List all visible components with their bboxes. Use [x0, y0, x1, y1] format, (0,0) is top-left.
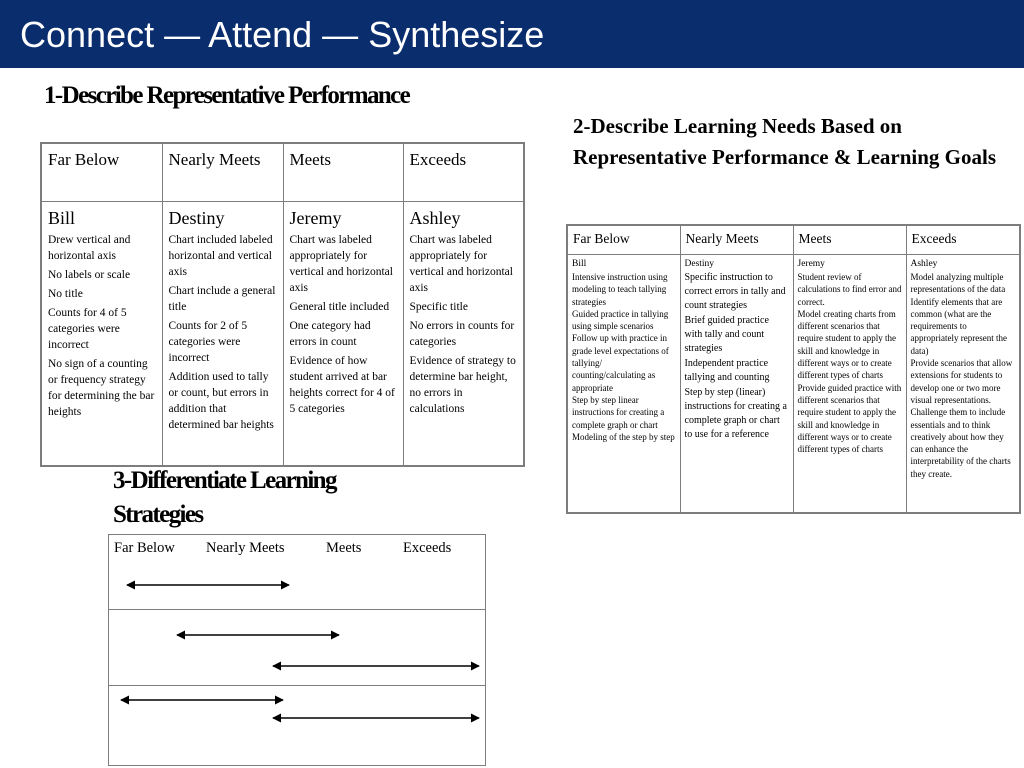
learning-need: Follow up with practice in grade level expectations of tallying/ counting/calculating as appropriate — [572, 333, 669, 393]
section1-heading: 1-Describe Representative Performance — [44, 82, 410, 109]
student-name: Jeremy — [797, 259, 825, 269]
observation: Addition used to tally or count, but errors in addition that determined bar heights — [168, 371, 274, 431]
student-name: Destiny — [168, 208, 225, 228]
cell-bill — [41, 202, 162, 467]
learning-need: Brief guided practice with tally and count strategies — [684, 315, 769, 354]
observation: Chart included labeled horizontal and vertical axis — [168, 234, 273, 278]
learning-need: Guided practice in tallying using simple scenarios — [572, 308, 669, 332]
learning-need: Intensive instruction using modeling to teach tallying strategies — [572, 272, 668, 307]
observation: One category had errors in count — [289, 320, 371, 348]
learning-need: Model creating charts from different scenarios that require student to apply the skill and knowledge in different ways or to create different types of charts — [797, 308, 896, 381]
learning-need: Model analyzing multiple representations of the data — [910, 272, 1006, 295]
title-bar — [0, 0, 1024, 68]
observation: No labels or scale — [48, 269, 131, 281]
section2-heading: 2-Describe Learning Needs Based on Representative Performance & Learning Goals — [573, 114, 997, 169]
learning-need: Step by step (linear) instructions for creating a complete graph or chart to use for a reference — [684, 387, 787, 440]
student-name: Ashley — [910, 259, 938, 269]
cell-bill — [567, 255, 680, 514]
slide-title: Connect — Attend — Synthesize — [20, 14, 545, 55]
student-name: Bill — [572, 259, 587, 269]
learning-need: Modeling of the step by step — [572, 431, 675, 442]
observation: Drew vertical and horizontal axis — [48, 234, 131, 262]
cell-destiny — [680, 255, 793, 514]
cell-jeremy — [793, 255, 906, 514]
observation: No errors in counts for categories — [409, 320, 515, 348]
student-name: Destiny — [684, 259, 715, 269]
observation: Specific title — [409, 301, 468, 313]
cell-destiny — [162, 202, 283, 467]
column-header-far-below: Far Below — [41, 143, 162, 202]
learning-need: Student review of calculations to find error and correct. — [797, 272, 902, 307]
observation: Evidence of strategy to determine bar height, no errors in calculations — [409, 355, 516, 415]
observation: No title — [48, 288, 83, 300]
learning-need: Step by step linear instructions for creating a complete graph or chart — [572, 394, 665, 430]
column-header-nearly-meets: Nearly Meets — [206, 540, 285, 556]
column-header-nearly-meets: Nearly Meets — [162, 143, 283, 202]
learning-need: Challenge them to include essentials and to think creatively about how they can enhance the interpretability of the charts they create. — [910, 407, 1011, 479]
learning-needs-table — [566, 224, 1021, 514]
observation: Chart include a general title — [168, 285, 276, 313]
observation: General title included — [289, 301, 390, 313]
cell-ashley — [906, 255, 1020, 514]
student-name: Bill — [48, 208, 76, 228]
column-header-exceeds: Exceeds — [403, 143, 524, 202]
student-name: Ashley — [409, 208, 461, 228]
observation: Counts for 2 of 5 categories were incorrect — [168, 320, 248, 364]
strategy-arrows — [109, 535, 485, 765]
observation: Evidence of how student arrived at bar heights correct for 4 of 5 categories — [289, 355, 395, 415]
performance-table — [40, 142, 525, 467]
observation: Counts for 4 of 5 categories were incorrect — [48, 307, 127, 351]
observation: Chart was labeled appropriately for vertical and horizontal axis — [409, 234, 513, 294]
section3-heading: 3-Differentiate Learning Strategies — [113, 467, 336, 528]
column-header-exceeds: Exceeds — [403, 540, 452, 556]
column-header-meets: Meets — [793, 225, 906, 255]
learning-need: Independent practice tallying and counting — [684, 358, 770, 383]
learning-need: Provide guided practice with different scenarios that require student to apply the skill and knowledge in different ways or to create different types of charts — [797, 382, 902, 455]
observation: Chart was labeled appropriately for vertical and horizontal axis — [289, 234, 393, 294]
observation: No sign of a counting or frequency strategy for determining the bar heights — [48, 358, 155, 418]
strategies-table — [108, 534, 486, 766]
column-header-meets: Meets — [326, 540, 362, 556]
student-name: Jeremy — [289, 208, 342, 228]
learning-need: Specific instruction to correct errors in tally and count strategies — [684, 272, 786, 311]
cell-jeremy — [283, 202, 403, 467]
column-header-exceeds: Exceeds — [906, 225, 1020, 255]
column-header-far-below: Far Below — [114, 540, 175, 556]
learning-need: Identify elements that are common (what are the requirements to appropriately represent the data) — [910, 296, 1007, 356]
cell-ashley — [403, 202, 524, 467]
column-header-meets: Meets — [283, 143, 403, 202]
column-header-nearly-meets: Nearly Meets — [680, 225, 793, 255]
column-header-far-below: Far Below — [567, 225, 680, 255]
learning-need: Provide scenarios that allow extensions for students to develop one or two more visual representations. — [910, 358, 1013, 405]
